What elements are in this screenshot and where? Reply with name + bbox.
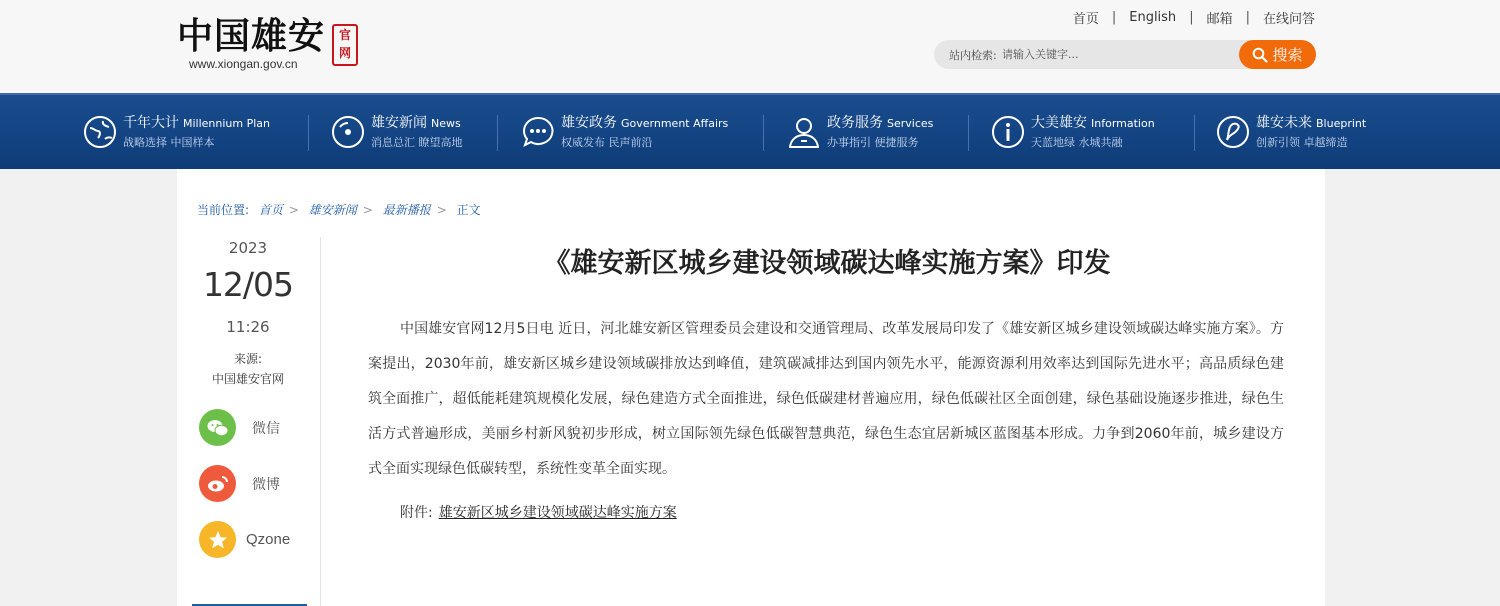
- nav-divider: [1194, 115, 1195, 151]
- article-sidebar: [197, 231, 299, 606]
- search-input[interactable]: [1002, 44, 1232, 65]
- nav-divider: [763, 115, 764, 151]
- nav-title-en: News: [431, 116, 461, 130]
- main-nav: [0, 93, 1500, 169]
- site-logo[interactable]: [177, 14, 367, 74]
- nav-title: 千年大计: [123, 114, 179, 131]
- wechat-icon: [199, 409, 236, 446]
- breadcrumb-separator: >: [362, 203, 373, 217]
- share-qzone-button[interactable]: [199, 521, 299, 558]
- search-label: 站内检索:: [949, 49, 997, 62]
- share-weibo-button[interactable]: [199, 465, 299, 502]
- qzone-icon: [199, 521, 236, 558]
- breadcrumb-latest[interactable]: 最新播报: [382, 203, 431, 217]
- logo-text: 中国雄安: [177, 15, 326, 57]
- article-title: 《雄安新区城乡建设领域碳达峰实施方案》印发: [543, 248, 1111, 279]
- share-label: Qzone: [246, 531, 291, 548]
- source-name: 中国雄安官网: [211, 372, 284, 386]
- nav-title: 大美雄安: [1031, 114, 1087, 131]
- user-icon: [787, 115, 821, 149]
- top-link-home[interactable]: 首页: [1072, 12, 1099, 27]
- nav-title-en: Services: [887, 116, 934, 130]
- publish-year: 2023: [228, 239, 268, 257]
- top-link-mail[interactable]: 邮箱: [1206, 12, 1233, 27]
- share-wechat-button[interactable]: [199, 409, 299, 446]
- nav-title: 雄安新闻: [371, 114, 427, 131]
- nav-title: 政务服务: [827, 114, 883, 131]
- nav-divider: [308, 115, 309, 151]
- attachment-link[interactable]: 雄安新区城乡建设领域碳达峰实施方案: [438, 505, 677, 521]
- publish-time: 11:26: [226, 318, 270, 336]
- nav-item-government-affairs[interactable]: [521, 95, 728, 169]
- nav-subtitle: 创新引领 卓越缔造: [1256, 135, 1348, 149]
- share-label: 微信: [252, 420, 280, 437]
- site-header: [0, 0, 1500, 93]
- nav-title: 雄安未来: [1256, 114, 1312, 131]
- globe-icon: [83, 115, 117, 149]
- breadcrumb-label: 当前位置:: [197, 203, 250, 217]
- nav-item-news[interactable]: [331, 95, 463, 169]
- article-body: 中国雄安官网12月5日电 近日，河北雄安新区管理委员会建设和交通管理局、改革发展局印发了《雄安新区城乡建设领域碳达峰实施方案》。方案提出，2030年前，雄安新区城乡建设领域碳排放达到峰值，建筑碳减排达到国内领先水平，能源资源利用效率达到国际先进水平；高品质绿色建筑全面推广，超低能耗建筑规模化发展，绿色建造方式全面推进，绿色低碳建材普遍应用，绿色低碳社区全面创建，绿色基础设施逐步推进，绿色生活方式普遍形成，美丽乡村新风貌初步形成，树立国际领先绿色低碳智慧典范，绿色生态宜居新城区蓝图基本形成。力争到2060年前，城乡建设方式全面实现绿色低碳转型，系统性变革全面实现。: [368, 321, 1284, 477]
- search-icon: [1252, 47, 1268, 63]
- nav-title: 雄安政务: [561, 114, 617, 131]
- article-container: [177, 169, 1325, 606]
- nav-subtitle: 办事指引 便捷服务: [827, 135, 919, 149]
- nav-subtitle: 权威发布 民声前沿: [561, 135, 653, 149]
- nav-title-en: Information: [1091, 116, 1155, 130]
- news-icon: [331, 115, 365, 149]
- logo-url: www.xiongan.gov.cn: [189, 57, 298, 71]
- link-separator: |: [1245, 10, 1250, 25]
- nav-title-en: Blueprint: [1316, 116, 1367, 130]
- attachment-label: 附件:: [400, 505, 433, 521]
- link-separator: |: [1111, 10, 1117, 25]
- breadcrumb-news[interactable]: 雄安新闻: [308, 203, 357, 217]
- compass-icon: [1216, 115, 1250, 149]
- nav-subtitle: 战略选择 中国样本: [123, 135, 215, 149]
- nav-item-services[interactable]: [787, 95, 933, 169]
- search-button[interactable]: [1239, 40, 1316, 69]
- nav-item-information[interactable]: [991, 95, 1155, 169]
- share-label: 微博: [252, 476, 280, 493]
- nav-divider: [497, 115, 498, 151]
- nav-divider: [968, 115, 969, 151]
- attachment: [400, 502, 677, 522]
- breadcrumb: [197, 201, 481, 218]
- info-icon: [991, 115, 1025, 149]
- sidebar-divider: [320, 237, 321, 606]
- top-link-qa[interactable]: 在线问答: [1262, 12, 1315, 27]
- breadcrumb-current: 正文: [456, 203, 481, 217]
- nav-title-en: Millennium Plan: [183, 116, 271, 130]
- nav-title-en: Government Affairs: [621, 116, 729, 130]
- nav-item-millennium-plan[interactable]: [83, 95, 270, 169]
- source-label: 来源:: [233, 352, 263, 366]
- weibo-icon: [199, 465, 236, 502]
- search-button-label: 搜索: [1272, 46, 1303, 64]
- top-links: [1073, 8, 1315, 27]
- nav-item-blueprint[interactable]: [1216, 95, 1366, 169]
- chat-icon: [521, 115, 555, 149]
- logo-seal: 官网: [332, 24, 358, 66]
- breadcrumb-home[interactable]: 首页: [258, 203, 283, 217]
- nav-subtitle: 消息总汇 瞭望高地: [371, 135, 463, 149]
- search-bar: [934, 40, 1316, 69]
- breadcrumb-separator: >: [288, 203, 299, 217]
- breadcrumb-separator: >: [436, 203, 447, 217]
- publish-date: 12/05: [202, 265, 294, 304]
- link-separator: |: [1189, 10, 1194, 25]
- top-link-english[interactable]: English: [1129, 10, 1177, 25]
- nav-subtitle: 天蓝地绿 水城共融: [1031, 135, 1123, 149]
